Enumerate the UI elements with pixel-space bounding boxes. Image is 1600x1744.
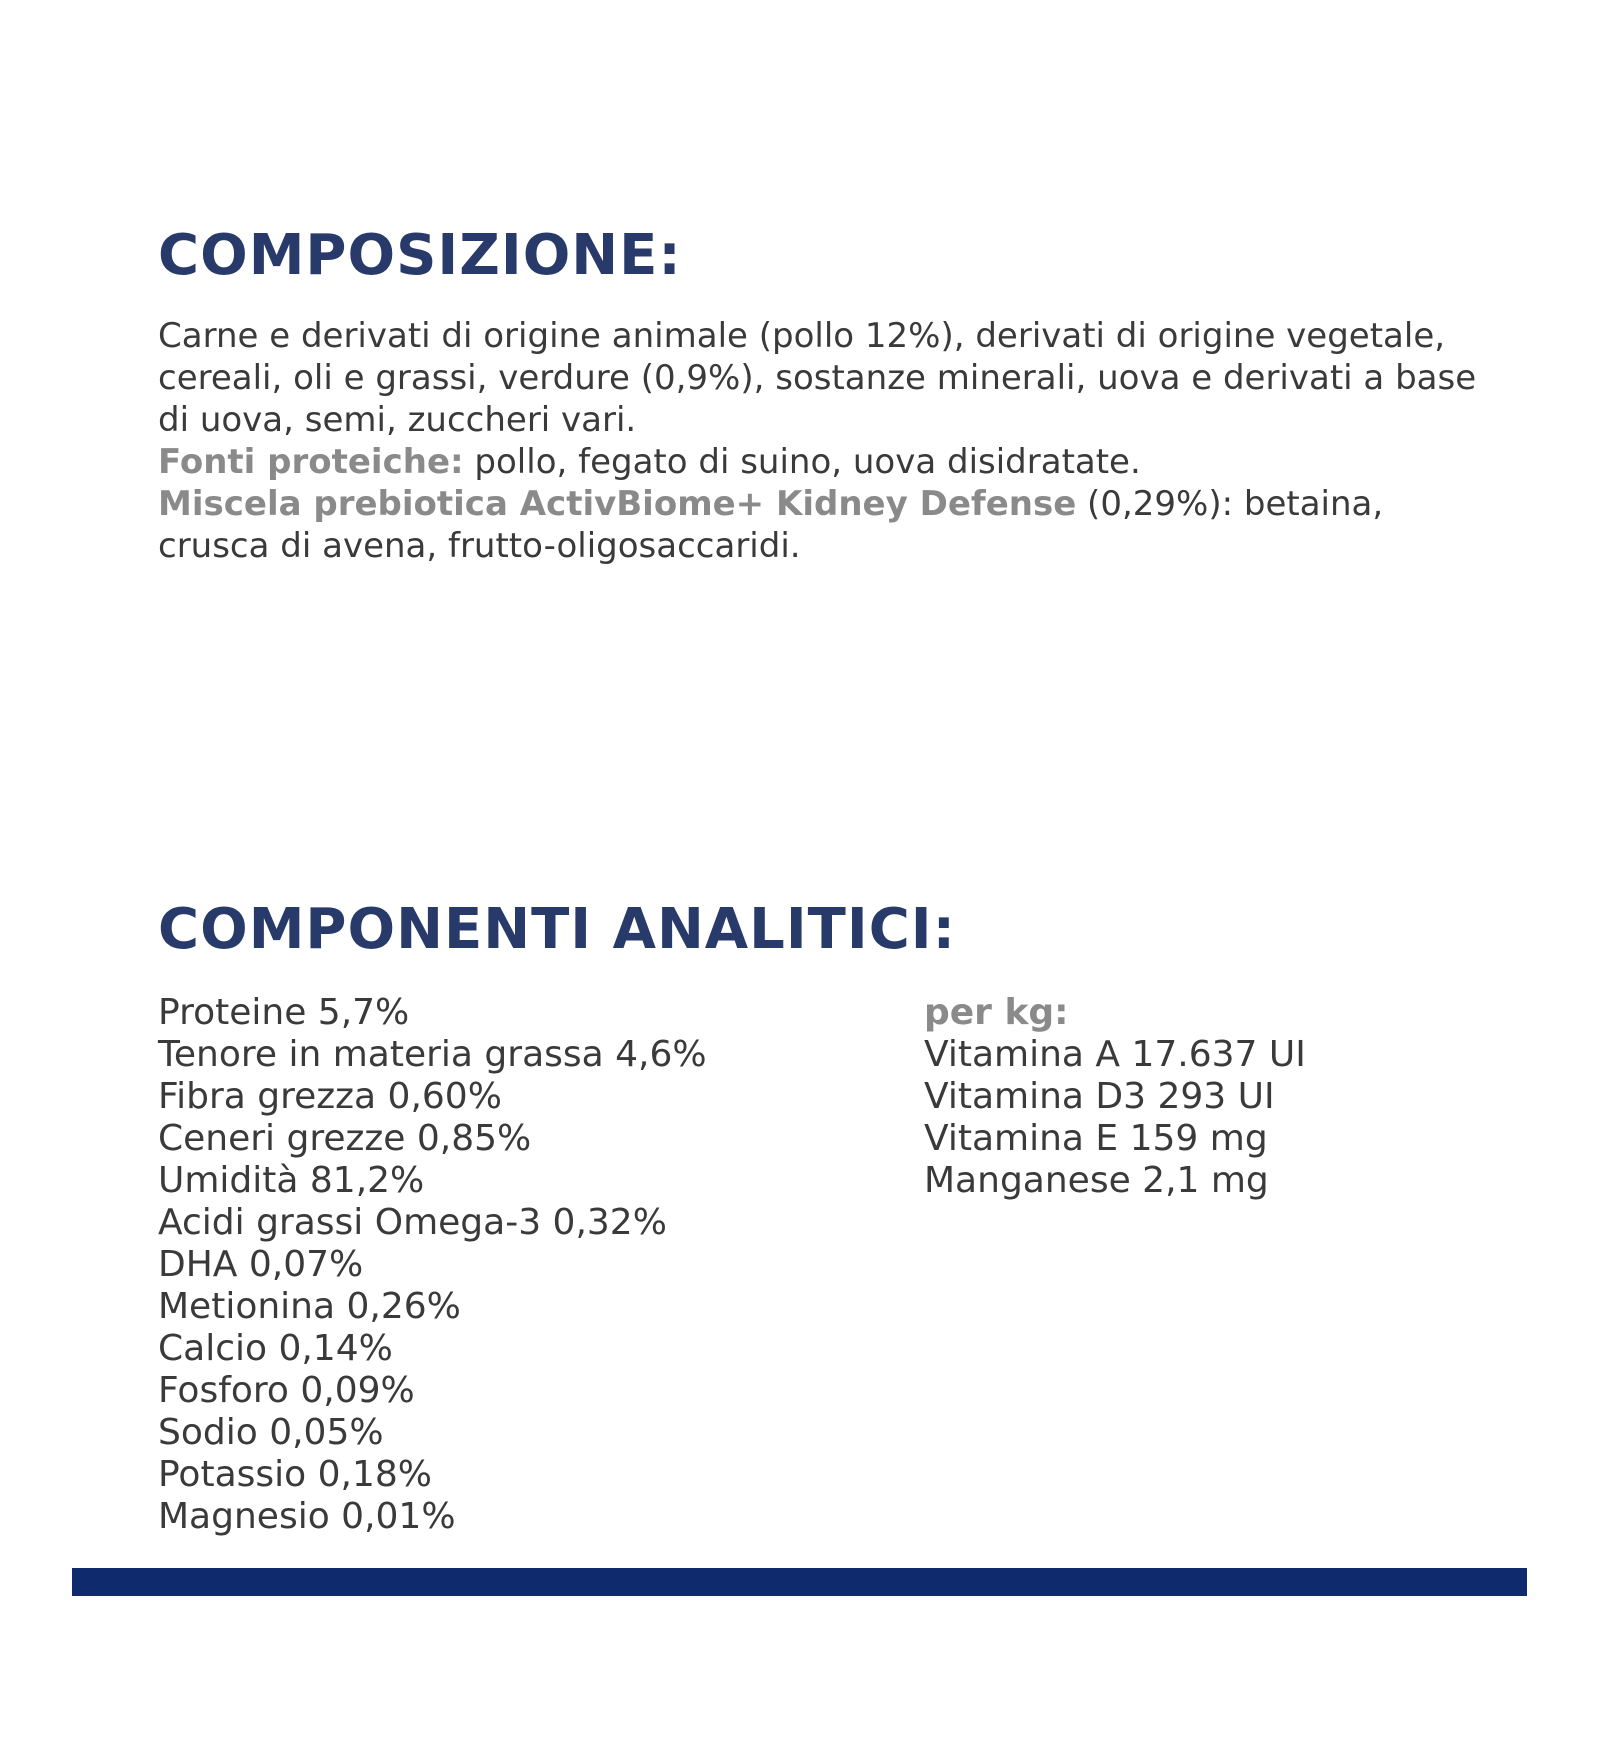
- per-kg-item: Manganese 2,1 mg: [924, 1160, 1269, 1201]
- bottom-bar: [72, 1568, 1527, 1596]
- per-kg-item: Vitamina D3 293 UI: [924, 1076, 1275, 1117]
- constituent-item: Magnesio 0,01%: [158, 1496, 456, 1537]
- prebiotic-label: Miscela prebiotica ActivBiome+ Kidney Defense: [158, 484, 1077, 524]
- per-kg-item: Vitamina E 159 mg: [924, 1118, 1268, 1159]
- constituent-item: Ceneri grezze 0,85%: [158, 1118, 532, 1159]
- constituent-item: Potassio 0,18%: [158, 1454, 432, 1495]
- per-kg-list: [924, 992, 1306, 1202]
- composition-section: [158, 315, 1498, 567]
- constituent-item: Calcio 0,14%: [158, 1328, 393, 1369]
- prebiotic-text: (0,29%): betaina, crusca di avena, frutto-oligosaccaridi.: [158, 484, 1384, 566]
- constituent-item: Fosforo 0,09%: [158, 1370, 415, 1411]
- constituent-item: Fibra grezza 0,60%: [158, 1076, 502, 1117]
- protein-sources-text: pollo, fegato di suino, uova disidratate.: [463, 442, 1141, 482]
- constituent-item: Sodio 0,05%: [158, 1412, 384, 1453]
- analytic-heading: COMPONENTI ANALITICI:: [158, 897, 957, 962]
- protein-sources-line: [158, 441, 1498, 483]
- constituent-item: DHA 0,07%: [158, 1244, 364, 1285]
- constituent-item: Tenore in materia grassa 4,6%: [158, 1034, 707, 1075]
- constituent-item: Proteine 5,7%: [158, 992, 410, 1033]
- prebiotic-line: [158, 483, 1498, 567]
- per-kg-label: per kg:: [924, 992, 1069, 1033]
- per-kg-item: Vitamina A 17.637 UI: [924, 1034, 1306, 1075]
- composition-heading: COMPOSIZIONE:: [158, 223, 682, 288]
- ingredients-text: Carne e derivati di origine animale (pollo 12%), derivati di origine vegetale, cereali, oli e grassi, verdure (0,9%), sostanze minerali, uova e derivati a base di uova, semi, zuccheri vari.: [158, 316, 1477, 440]
- protein-sources-label: Fonti proteiche:: [158, 442, 464, 482]
- constituent-item: Acidi grassi Omega-3 0,32%: [158, 1202, 667, 1243]
- constituents-list: [158, 992, 707, 1538]
- constituent-item: Metionina 0,26%: [158, 1286, 461, 1327]
- constituent-item: Umidità 81,2%: [158, 1160, 425, 1201]
